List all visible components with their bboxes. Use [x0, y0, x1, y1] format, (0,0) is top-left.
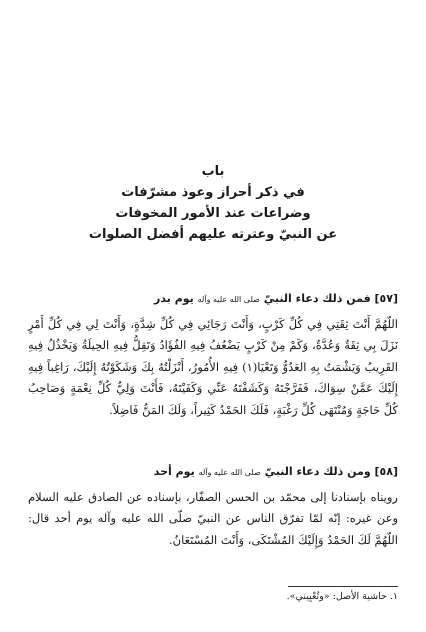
section-58-title-note: صلى الله عليه وآله: [198, 468, 261, 477]
section-57-title-text: [٥٧] فمن ذلك دعاء النبيّ: [263, 292, 398, 305]
section-58-title-end: يوم أحد: [153, 465, 195, 478]
section-57-title-end: يوم بدر: [154, 292, 194, 305]
heading-line-2: في ذكر أحراز وعوذ مشرّفات: [121, 185, 305, 200]
heading-line-3: وضراعات عند الأمور المخوفات: [115, 206, 311, 221]
footnote: ١. حاشية الأصل: «وتُعْيِيني».: [286, 591, 398, 602]
heading-line-4: عن النبيّ وعترته عليهم أفضل الصلوات: [88, 227, 338, 242]
section-57-title-note: صلى الله عليه وآله: [197, 295, 260, 304]
section-58-title-text: [٥٨] ومن ذلك دعاء النبيّ: [264, 465, 398, 478]
section-57-title: [28, 292, 398, 305]
footnote-divider: [288, 586, 398, 587]
heading-line-1: باب: [201, 164, 225, 179]
section-58-body: رويناه بإسنادنا إلى محمّد بن الحسن الصفّار، بإسناده عن الصادق عليه السلام وعن غيره: إنّه لمّا تفرّق الناس عن النبيّ صلّى الله عليه وآله يوم أحد قال: اللّهُمَّ لَكَ الحَمْدُ وَإِلَيْكَ المُشْتَكَى، وَأَنْتَ المُسْتَعَانُ.: [28, 489, 398, 547]
section-58-title: [28, 465, 398, 478]
chapter-heading: [0, 161, 426, 245]
section-57-body: اللّهُمَّ أَنْتَ ثِقَتِي فِي كُلِّ كَرْبٍ، وَأَنْتَ رَجَائِي فِي كُلِّ شِدَّةٍ، وَأَنْتَ لِي فِي كُلِّ أَمْرٍ نَزَلَ بِي ثِقَةٌ وَعُدَّةٌ، وَكَمْ مِنْ كَرْبٍ يَضْعُفُ فِيهِ الفُؤَادُ وَتَقِلُّ فِيهِ الحِيلَةُ وَيَخْذُلُ فِيهِ القَرِيبُ وَيَشْمَتُ بِهِ العَدُوُّ وَتَعْيَا(١) فِيهِ الأُمُورُ، أَنْزَلْتُهُ بِكَ وَشَكَوْتُهُ إِلَيْكَ، رَاغِباً فِيهِ إِلَيْكَ عَمَّنْ سِوَاكَ، فَفَرَّجْتَهُ وَكَشَفْتَهُ عَنِّي وَكَفَيْتَهُ، فَأَنْتَ وَلِيُّ كُلِّ نِعْمَةٍ وَصَاحِبُ كُلِّ حَاجَةٍ وَمُنْتَهَى كُلِّ رَغْبَةٍ، فَلَكَ الحَمْدُ كَثِيراً، وَلَكَ المَنُّ فَاضِلاً.: [28, 316, 398, 417]
